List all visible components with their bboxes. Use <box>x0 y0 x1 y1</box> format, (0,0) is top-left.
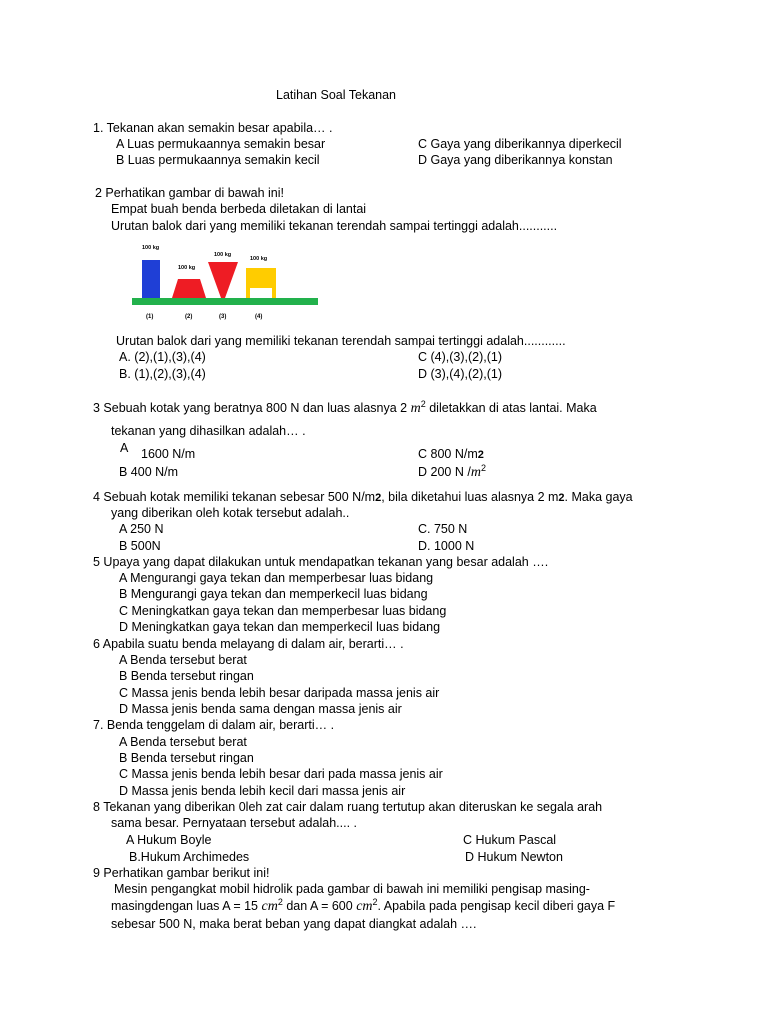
question-3-option-b: B 400 N/m <box>119 465 179 479</box>
question-9-line-4: sebesar 500 N, maka berat beban yang dapat diangkat adalah …. <box>111 917 477 931</box>
question-4-option-a: A 250 N <box>119 522 164 536</box>
question-3-stem-pre: 3 Sebuah kotak yang beratnya 800 N dan luas alasnya 2 <box>93 401 408 415</box>
question-1-option-d: D Gaya yang diberikannya konstan <box>418 153 613 167</box>
block-number-2: (2) <box>185 314 193 320</box>
question-8-option-c: C Hukum Pascal <box>463 833 557 847</box>
question-2-line-4: Urutan balok dari yang memiliki tekanan terendah sampai tertinggi adalah............ <box>116 334 566 348</box>
question-7-option-d: D Massa jenis benda lebih kecil dari massa jenis air <box>119 784 406 798</box>
question-5-option-b: B Mengurangi gaya tekan dan memperkecil luas bidang <box>119 587 428 601</box>
question-5-stem: 5 Upaya yang dapat dilakukan untuk mendapatkan tekanan yang besar adalah …. <box>93 555 549 569</box>
question-6-option-c: C Massa jenis benda lebih besar daripada massa jenis air <box>119 686 440 700</box>
mass-label-1: 100 kg <box>142 245 160 251</box>
question-3-stem-post: diletakkan di atas lantai. Maka <box>429 401 597 415</box>
question-2-option-b: B. (1),(2),(3),(4) <box>119 367 206 381</box>
question-4-stem-pre: 4 Sebuah kotak memiliki tekanan sebesar 500 N/m <box>93 490 376 504</box>
question-4-option-c: C. 750 N <box>418 522 468 536</box>
question-1-option-a: A Luas permukaannya semakin besar <box>116 137 326 151</box>
question-2-option-d: D (3),(4),(2),(1) <box>418 367 503 381</box>
question-3-option-a-letter: A <box>120 441 129 455</box>
question-3-line-2: tekanan yang dihasilkan adalah… . <box>111 424 306 438</box>
question-1-stem: 1. Tekanan akan semakin besar apabila… . <box>93 121 333 135</box>
question-9-line-3-post: . Apabila pada pengisap kecil diberi gaya F <box>377 899 616 913</box>
question-3-option-c-text: C 800 N/m <box>418 447 478 461</box>
question-9-line-3-pre: masingdengan luas A = 15 <box>111 899 258 913</box>
question-7-stem: 7. Benda tenggelam di dalam air, berarti… . <box>93 718 335 732</box>
question-8-line-2: sama besar. Pernyataan tersebut adalah.... . <box>111 816 357 830</box>
question-6-option-a: A Benda tersebut berat <box>119 653 247 667</box>
question-8-stem: 8 Tekanan yang diberikan 0leh zat cair dalam ruang tertutup akan diteruskan ke segala arah <box>93 800 603 814</box>
page-title: Latihan Soal Tekanan <box>276 88 397 102</box>
question-9-line-2: Mesin pengangkat mobil hidrolik pada gambar di bawah ini memiliki pengisap masing- <box>114 882 590 896</box>
question-4-stem-post: . Maka gaya <box>564 490 633 504</box>
question-9-stem: 9 Perhatikan gambar berikut ini! <box>93 866 270 880</box>
question-9-line-3-mid: dan A = 600 <box>286 899 353 913</box>
question-9-unit-1: cm <box>261 899 278 914</box>
question-8-option-a: A Hukum Boyle <box>126 833 212 847</box>
mass-label-2: 100 kg <box>178 265 196 271</box>
question-4-option-b: B 500N <box>119 539 161 553</box>
pressure-blocks-figure <box>130 242 320 322</box>
question-3-option-d-unit: m <box>470 465 481 480</box>
question-3-option-a-value: 1600 N/m <box>141 447 196 461</box>
question-3-unit: m <box>410 401 421 416</box>
question-4-stem-mid: , bila diketahui luas alasnya 2 m <box>381 490 559 504</box>
block-number-3: (3) <box>219 314 227 320</box>
floor <box>132 298 318 305</box>
question-2-option-a: A. (2),(1),(3),(4) <box>119 350 206 364</box>
block-3 <box>208 262 238 298</box>
block-number-4: (4) <box>255 314 263 320</box>
question-6-option-b: B Benda tersebut ringan <box>119 669 254 683</box>
block-4-cutout <box>250 288 272 298</box>
block-number-1: (1) <box>146 314 154 320</box>
question-5-option-c: C Meningkatkan gaya tekan dan memperbesar luas bidang <box>119 604 447 618</box>
block-2 <box>172 279 206 298</box>
question-9-unit-2: cm <box>356 899 373 914</box>
question-6-option-d: D Massa jenis benda sama dengan massa jenis air <box>119 702 402 716</box>
question-1-option-b: B Luas permukaannya semakin kecil <box>116 153 320 167</box>
question-2-option-c: C (4),(3),(2),(1) <box>418 350 503 364</box>
question-8-option-d: D Hukum Newton <box>465 850 563 864</box>
question-3-option-c: C 800 N/m2 <box>418 447 484 461</box>
question-7-option-c: C Massa jenis benda lebih besar dari pada massa jenis air <box>119 767 443 781</box>
question-5-option-d: D Meningkatkan gaya tekan dan memperkecil luas bidang <box>119 620 441 634</box>
question-8-option-b: B.Hukum Archimedes <box>129 850 250 864</box>
mass-label-4: 100 kg <box>250 256 268 262</box>
question-3-stem: 3 Sebuah kotak yang beratnya 800 N dan luas alasnya 2 $m^2$ diletakkan di atas lantai. Maka <box>93 398 597 416</box>
question-1-option-c: C Gaya yang diberikannya diperkecil <box>418 137 622 151</box>
question-2-stem: 2 Perhatikan gambar di bawah ini! <box>95 186 285 200</box>
mass-label-3: 100 kg <box>214 252 232 258</box>
question-4-stem: 4 Sebuah kotak memiliki tekanan sebesar 500 N/m2, bila diketahui luas alasnya 2 m2. Maka gaya <box>93 490 633 504</box>
question-5-option-a: A Mengurangi gaya tekan dan memperbesar luas bidang <box>119 571 434 585</box>
block-1 <box>142 260 160 298</box>
question-7-option-b: B Benda tersebut ringan <box>119 751 254 765</box>
question-2-line-2: Empat buah benda berbeda diletakan di lantai <box>111 202 367 216</box>
question-4-option-d: D. 1000 N <box>418 539 475 553</box>
question-6-stem: 6 Apabila suatu benda melayang di dalam air, berarti… . <box>93 637 404 651</box>
question-9-line-3: masingdengan luas A = 15 $cm^2$ dan A = 600 $cm^2$. Apabila pada pengisap kecil diberi gaya F <box>111 896 616 914</box>
question-3-option-d: D 200 N $/m^2$ <box>418 462 486 480</box>
question-7-option-a: A Benda tersebut berat <box>119 735 247 749</box>
question-4-line-2: yang diberikan oleh kotak tersebut adalah.. <box>111 506 350 520</box>
question-2-line-3: Urutan balok dari yang memiliki tekanan terendah sampai tertinggi adalah........... <box>111 219 558 233</box>
question-3-option-d-text: D 200 N / <box>418 465 471 479</box>
